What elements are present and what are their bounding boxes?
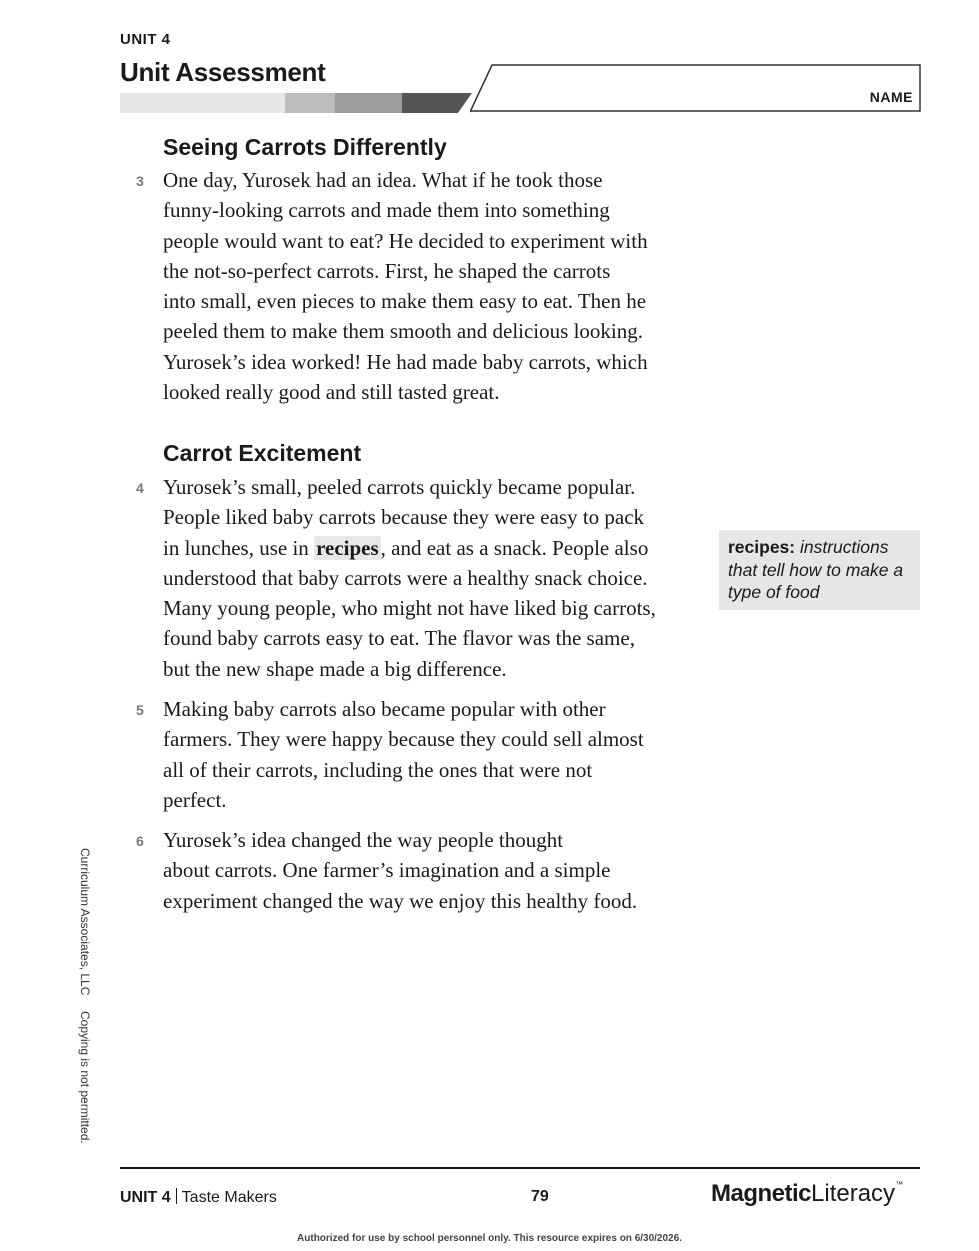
trademark-symbol: ™: [895, 1180, 904, 1189]
name-label: NAME: [869, 89, 913, 105]
text-line: Yurosek’s idea changed the way people thought: [163, 828, 564, 852]
paragraph-3: [163, 165, 703, 407]
logo-text-bold: Magnetic: [711, 1180, 812, 1207]
text-line: about carrots. One farmer’s imagination and a simple: [163, 858, 611, 883]
page-number: 79: [531, 1188, 549, 1205]
vocab-word-recipes: recipes: [316, 535, 379, 560]
publisher-name: Curriculum Associates, LLC: [78, 848, 92, 996]
footer-separator: [176, 1188, 177, 1204]
text-segment: , and eat as a snack. People also: [380, 535, 649, 560]
text-line: funny-looking carrots and made them into something: [163, 198, 610, 223]
copyright-notice: [78, 848, 92, 1144]
paragraph-number: 6: [136, 833, 144, 849]
text-line: [163, 533, 703, 563]
paragraph-6: [163, 825, 703, 916]
copying-notice: Copying is not permitted.: [78, 1010, 92, 1144]
text-line: people would want to eat? He decided to experiment with: [163, 228, 648, 253]
text-line: but the new shape made a big difference.: [163, 656, 507, 681]
text-line: understood that baby carrots were a healthy snack choice.: [163, 565, 648, 590]
paragraph-number: 5: [136, 702, 144, 718]
text-line: Many young people, who might not have liked big carrots,: [163, 596, 656, 621]
text-line: Yurosek’s idea worked! He had made baby carrots, which: [163, 349, 648, 374]
name-field-box: [470, 63, 922, 113]
paragraph-5: [163, 694, 703, 815]
footer-unit-title: Taste Makers: [181, 1189, 277, 1206]
text-line: People liked baby carrots because they were easy to pack: [163, 505, 645, 530]
text-line: Making baby carrots also became popular with other: [163, 697, 606, 721]
text-line: perfect.: [163, 787, 227, 812]
text-line: into small, even pieces to make them easy to eat. Then he: [163, 289, 647, 314]
authorization-notice: Authorized for use by school personnel only. This resource expires on 6/30/2026.: [297, 1233, 682, 1244]
footer-unit-label: UNIT 4: [120, 1189, 171, 1206]
text-line: the not-so-perfect carrots. First, he shaped the carrots: [163, 258, 611, 283]
glossary-term: recipes:: [728, 537, 796, 557]
text-line: One day, Yurosek had an idea. What if he took those: [163, 168, 603, 192]
paragraph-4: [163, 472, 703, 684]
section-heading-carrot-excitement: Carrot Excitement: [163, 440, 362, 466]
page-title: Unit Assessment: [120, 57, 326, 87]
logo-text-light: Literacy: [811, 1180, 896, 1207]
text-segment: in lunches, use in: [163, 535, 315, 560]
text-line: found baby carrots easy to eat. The flavor was the same,: [163, 626, 635, 651]
glossary-box: [719, 530, 920, 610]
text-line: peeled them to make them smooth and delicious looking.: [163, 319, 643, 344]
paragraph-number: 3: [136, 173, 144, 189]
paragraph-number: 4: [136, 480, 144, 496]
text-line: looked really good and still tasted great.: [163, 380, 500, 405]
text-line: all of their carrots, including the ones that were not: [163, 757, 593, 782]
text-line: Yurosek’s small, peeled carrots quickly became popular.: [163, 475, 636, 499]
glossary-definition: instructions that tell how to make a type of food: [728, 537, 904, 602]
header-decorative-bar: [120, 93, 472, 113]
text-line: farmers. They were happy because they could sell almost: [163, 727, 644, 752]
footer-unit: [120, 1188, 277, 1207]
brand-logo: [711, 1180, 903, 1208]
footer-divider: [120, 1167, 920, 1169]
text-line: experiment changed the way we enjoy this healthy food.: [163, 888, 638, 913]
unit-label: UNIT 4: [120, 31, 171, 48]
section-heading-seeing-carrots: Seeing Carrots Differently: [163, 134, 447, 160]
